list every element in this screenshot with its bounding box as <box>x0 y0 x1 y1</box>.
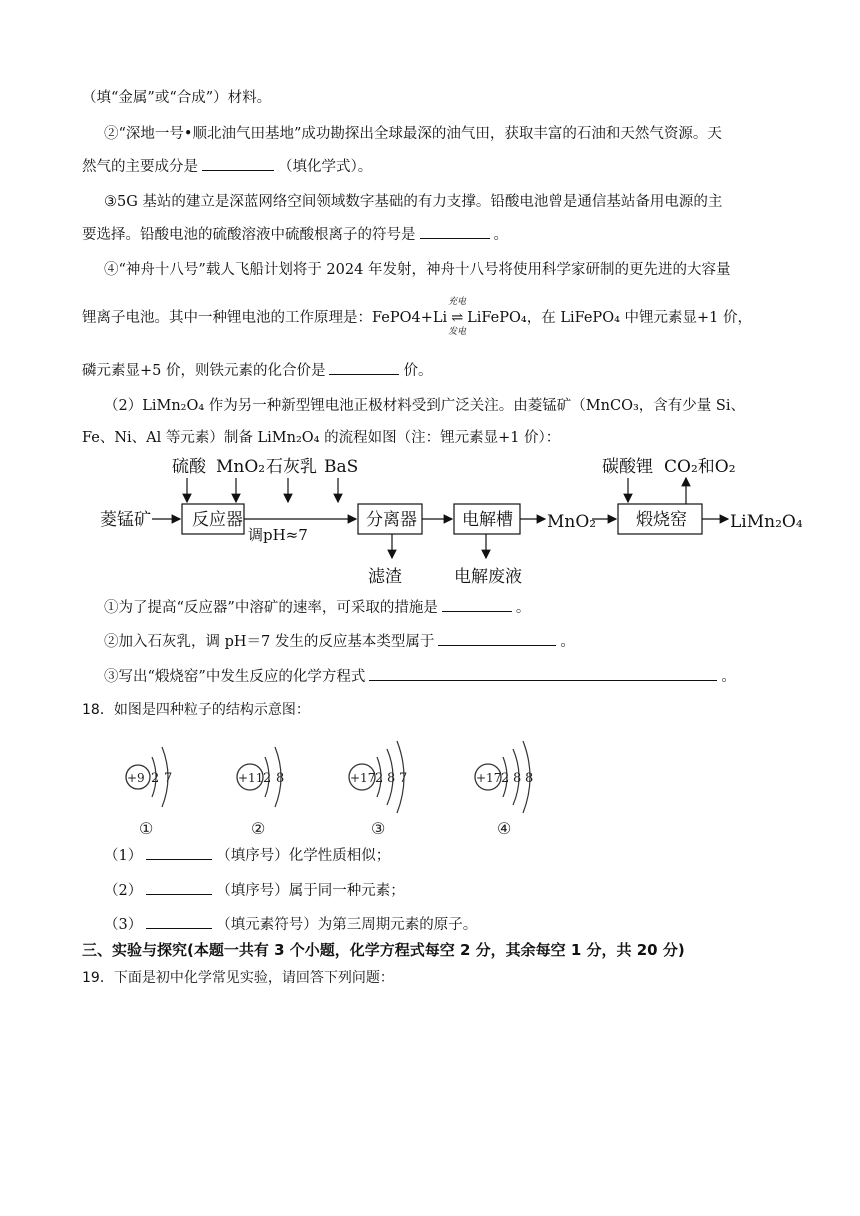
sub3-blank[interactable] <box>146 914 212 929</box>
flow-electrolyzer-label: 电解槽 <box>462 510 513 530</box>
reversible-arrow <box>447 297 467 337</box>
question-reaction-type <box>104 631 575 652</box>
natural-gas-hint: （填化学式）。 <box>278 159 373 175</box>
atom-2-shell-2: 8 <box>276 771 285 786</box>
reversible-arrow-icon: ⇌ <box>451 310 464 326</box>
atom-structure-diagrams <box>110 735 550 840</box>
atom-1-shell-2: 7 <box>164 771 173 786</box>
atom-2-label: ② <box>251 819 266 838</box>
atom-4 <box>475 741 533 838</box>
line-5g: ③5G 基站的建立是深蓝网络空间领域数字基础的有力支撑。铅酸电池曾是通信基站备用电源的主 <box>104 194 723 210</box>
gases-released: CO₂和O₂ <box>664 457 736 477</box>
atom-4-shell-1: 2 <box>501 771 510 786</box>
atom-3-shell-2: 8 <box>387 771 396 786</box>
atom-1-nucleus: +9 <box>127 771 145 785</box>
iron-text: 磷元素显+5 价，则铁元素的化合价是 <box>82 363 326 379</box>
sub3-text: （填元素符号）为第三周期元素的原子。 <box>216 917 478 933</box>
atom-2 <box>237 747 284 838</box>
flow-separator-label: 分离器 <box>366 510 417 530</box>
atom-1 <box>126 747 172 838</box>
sub2-text: （填序号）属于同一种元素； <box>216 883 405 899</box>
process-flow-diagram <box>96 452 806 592</box>
atom-1-label: ① <box>139 819 154 838</box>
reaction-type-text: ②加入石灰乳，调 pH＝7 发生的反应基本类型属于 <box>104 634 435 650</box>
flow-waste-label: 电解废液 <box>454 567 522 587</box>
atom-3-nucleus: +17 <box>350 771 376 785</box>
kiln-equation-text: ③写出“煅烧窑”中发生反应的化学方程式 <box>104 669 366 685</box>
sub2-number: （2） <box>104 883 143 899</box>
atom-2-shell-1: 2 <box>263 771 272 786</box>
iron-blank[interactable] <box>329 360 399 375</box>
sulfate-text: 要选择。铅酸电池的硫酸溶液中硫酸根离子的符号是 <box>82 227 416 243</box>
natural-gas-blank[interactable] <box>202 156 274 171</box>
battery-text: 锂离子电池。其中一种锂电池的工作原理是：FePO4+Li <box>82 310 448 326</box>
atom-1-shell-1: 2 <box>151 771 160 786</box>
battery-text-2: LiFePO₄，在 LiFePO₄ 中锂元素显+1 价， <box>467 310 752 326</box>
sulfate-end: 。 <box>493 227 508 243</box>
atom-3-shell-3: 7 <box>399 771 408 786</box>
charge-label: 充电 <box>448 297 467 307</box>
question-19-title: 19．下面是初中化学常见实验，请回答下列问题： <box>82 970 394 986</box>
rate-blank[interactable] <box>442 597 512 612</box>
kiln-equation-blank[interactable] <box>369 666 717 681</box>
atom-3 <box>349 741 407 838</box>
subquestion-3 <box>104 914 477 935</box>
atom-4-label: ④ <box>497 819 512 838</box>
sub1-number: （1） <box>104 848 143 864</box>
question-rate <box>104 597 530 618</box>
atom-3-label: ③ <box>371 819 386 838</box>
sub2-blank[interactable] <box>146 880 212 895</box>
flow-product-label: LiMn₂O₄ <box>730 512 803 532</box>
line-iron-valence <box>82 360 432 381</box>
atom-4-nucleus: +17 <box>476 771 502 785</box>
reagent-sulfuric-acid: 硫酸 <box>172 457 206 477</box>
line-limn2o4: （2）LiMn₂O₄ 作为另一种新型锂电池正极材料受到广泛关注。由菱锰矿（MnCO₃，含有少量 Si、 <box>104 398 745 414</box>
reagent-lime-milk: 石灰乳 <box>266 457 317 477</box>
line-shenzhou: ④“神舟十八号”载人飞船计划将于 2024 年发射，神舟十八号将使用科学家研制的更先进的大容量 <box>104 262 731 278</box>
discharge-label: 发电 <box>448 327 467 337</box>
subquestion-1 <box>104 845 390 866</box>
atom-2-nucleus: +11 <box>238 771 264 785</box>
atom-4-shell-2: 8 <box>513 771 522 786</box>
line-natural-gas <box>82 156 372 177</box>
kiln-equation-end: 。 <box>721 669 736 685</box>
line-oilfield: ②“深地一号•顺北油气田基地”成功勘探出全球最深的油气田，获取丰富的石油和天然气资源。天 <box>104 126 722 142</box>
line-sulfate <box>82 224 508 245</box>
reagent-bas: BaS <box>324 457 359 477</box>
reagent-mno2: MnO₂ <box>216 457 266 477</box>
question-kiln-equation <box>104 666 736 687</box>
section-3-heading: 三、实验与探究(本题一共有 3 个小题，化学方程式每空 2 分，其余每空 1 分，共 20 分) <box>82 941 685 959</box>
subquestion-2 <box>104 880 405 901</box>
iron-end: 价。 <box>403 363 433 379</box>
line-material: （填“金属”或“合成”）材料。 <box>82 90 272 106</box>
reaction-type-end: 。 <box>560 634 575 650</box>
flow-residue-label: 滤渣 <box>368 567 402 587</box>
flow-mno2-label: MnO₂ <box>547 512 597 532</box>
flow-reactor-label: 反应器 <box>192 510 243 530</box>
sub1-blank[interactable] <box>146 845 212 860</box>
line-battery <box>82 297 752 337</box>
sub3-number: （3） <box>104 917 143 933</box>
question-18-title: 18．如图是四种粒子的结构示意图： <box>82 702 310 718</box>
sulfate-blank[interactable] <box>420 224 490 239</box>
sub1-text: （填序号）化学性质相似； <box>216 848 391 864</box>
flow-kiln-label: 煅烧窑 <box>636 510 687 530</box>
rate-end: 。 <box>515 600 531 616</box>
atom-4-shell-3: 8 <box>525 771 534 786</box>
reaction-type-blank[interactable] <box>438 631 556 646</box>
reagent-lithium-carbonate: 碳酸锂 <box>602 457 653 477</box>
rate-text: ①为了提高“反应器”中溶矿的速率，可采取的措施是 <box>104 600 438 616</box>
flow-ph-label: 调pH≈7 <box>248 526 308 544</box>
atom-3-shell-1: 2 <box>375 771 384 786</box>
natural-gas-text: 然气的主要成分是 <box>82 159 198 175</box>
flow-start-rhodochrosite: 菱锰矿 <box>100 510 151 530</box>
line-flow-intro: Fe、Ni、Al 等元素）制备 LiMn₂O₄ 的流程如图（注：锂元素显+1 价）： <box>82 430 561 446</box>
